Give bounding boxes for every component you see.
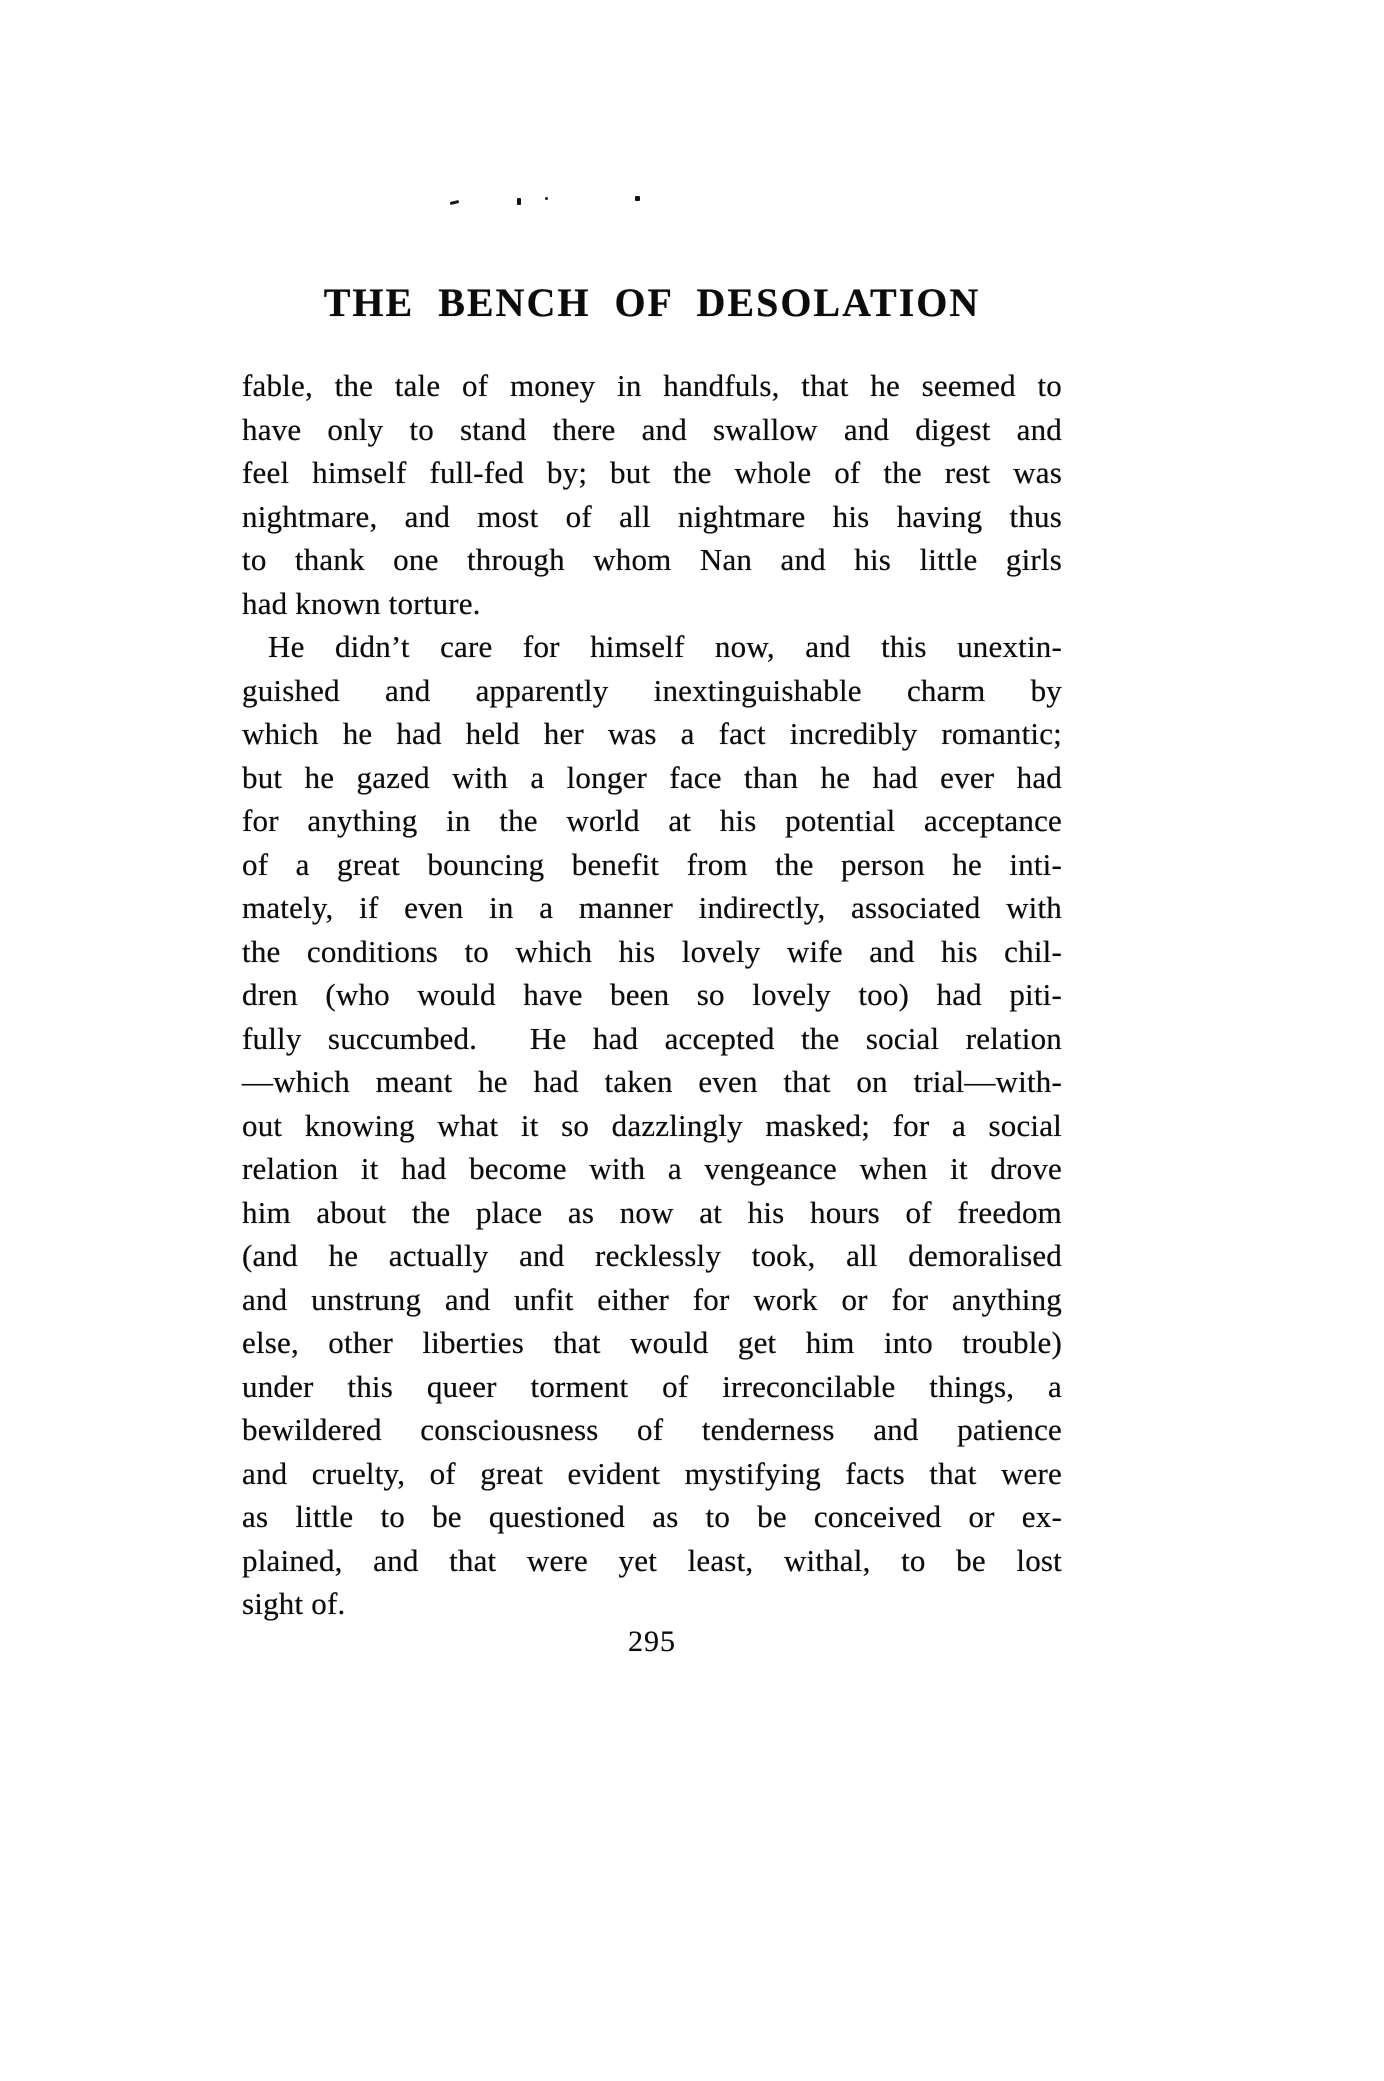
paragraph [242, 625, 1062, 1626]
text-line: have only to stand there and swallow and digest and [242, 411, 1062, 447]
text-line: and unstrung and unfit either for work or for anything [242, 1281, 1062, 1317]
text-line: fable, the tale of money in handfuls, that he seemed to [242, 368, 1062, 403]
text-line: for anything in the world at his potential acceptance [242, 803, 1062, 838]
scan-speck-dot [545, 197, 548, 200]
text-line: which he had held her was a fact incredibly romantic; [242, 716, 1062, 751]
text-line: and cruelty, of great evident mystifying facts that were [242, 1455, 1062, 1491]
text-line: as little to be questioned as to be conceived or ex- [242, 1499, 1062, 1534]
text-line: had known torture. [242, 585, 481, 621]
text-line: guished and apparently inextinguishable charm by [242, 672, 1062, 708]
text-line: —which meant he had taken even that on trial—with- [242, 1064, 1062, 1099]
text-line: of a great bouncing benefit from the person he inti- [242, 846, 1062, 882]
paragraph [242, 364, 1062, 625]
scan-speck-dash [450, 200, 459, 205]
page-title: THE BENCH OF DESOLATION [323, 280, 981, 325]
page-number: 295 [628, 1625, 676, 1658]
text-line: else, other liberties that would get him into trouble) [242, 1325, 1062, 1360]
scan-speck-tick [517, 198, 521, 205]
text-line: but he gazed with a longer face than he had ever had [242, 759, 1062, 795]
text-line: plained, and that were yet least, withal, to be lost [242, 1542, 1062, 1578]
text-line: under this queer torment of irreconcilable things, a [242, 1368, 1062, 1404]
text-line: nightmare, and most of all nightmare his having thus [242, 498, 1062, 534]
text-line: feel himself full-fed by; but the whole of the rest was [242, 455, 1062, 490]
text-line: out knowing what it so dazzlingly masked; for a social [242, 1107, 1062, 1143]
text-line: the conditions to which his lovely wife and his chil- [242, 933, 1062, 969]
text-line: (and he actually and recklessly took, all demoralised [242, 1238, 1062, 1273]
text-line: him about the place as now at his hours of freedom [242, 1194, 1062, 1230]
text-line: dren (who would have been so lovely too) had piti- [242, 977, 1062, 1012]
text-line: bewildered consciousness of tenderness and patience [242, 1412, 1062, 1447]
text-line: He didn’t care for himself now, and this unextin- [268, 629, 1062, 664]
text-line: to thank one through whom Nan and his little girls [242, 542, 1062, 577]
scan-speck-dot [635, 196, 640, 201]
text-line: sight of. [242, 1586, 346, 1621]
text-line: relation it had become with a vengeance when it drove [242, 1151, 1062, 1186]
text-line: mately, if even in a manner indirectly, associated with [242, 890, 1062, 925]
body-text [242, 364, 1062, 1626]
text-line: fully succumbed. He had accepted the social relation [242, 1020, 1062, 1056]
